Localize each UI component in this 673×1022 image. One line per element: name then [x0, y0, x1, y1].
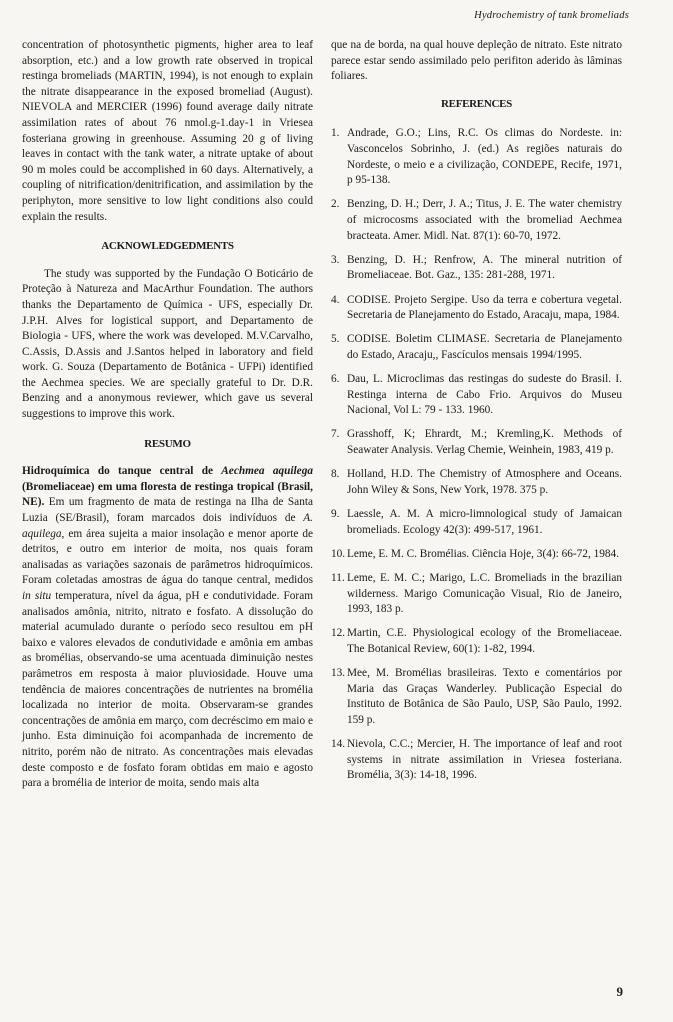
- reference-item: [331, 666, 622, 728]
- reference-text: Nievola, C.C.; Mercier, H. The importance of leaf and root systems in nitrate assimilation in Vriesea fosteriana. Bromélia, 3(3): 14-18, 1996.: [347, 738, 622, 782]
- reference-number: 12.: [331, 627, 346, 640]
- reference-item: [331, 571, 622, 618]
- acknowledgements-heading: ACKNOWLEDGEDMENTS: [101, 240, 234, 253]
- resumo-in-situ: in situ: [22, 590, 52, 602]
- reference-text: Leme, E. M. C.; Marigo, L.C. Bromeliads in the brazilian wilderness. Marigo Comunicação Visual, Rio de Janeiro, 1993, 183 p.: [347, 571, 622, 616]
- left-column: [22, 38, 313, 792]
- reference-number: 13.: [331, 667, 346, 680]
- reference-number: 9.: [331, 508, 340, 520]
- resumo-text: [22, 464, 313, 791]
- resumo-title-part: Hidroquímica do tanque central de: [22, 465, 222, 478]
- reference-item: [331, 253, 622, 284]
- reference-number: 3.: [331, 253, 340, 266]
- resumo-continuation: que na de borda, na qual houve depleção de nitrato. Este nitrato parece estar sendo assimilado pelo perifiton aderido às lâminas foliares.: [331, 39, 622, 83]
- reference-number: 6.: [331, 373, 340, 386]
- reference-number: 2.: [331, 198, 340, 211]
- reference-text: CODISE. Boletim CLIMASE. Secretaria de Planejamento do Estado, Aracaju,, Fascículos mensais 1994/1995.: [347, 333, 622, 361]
- reference-number: 5.: [331, 333, 340, 346]
- reference-number: 4.: [331, 293, 340, 306]
- reference-item: [331, 547, 622, 563]
- reference-item: [331, 372, 622, 419]
- reference-number: 14.: [331, 738, 346, 751]
- reference-item: [331, 197, 622, 244]
- resumo-body-part: Em um fragmento de mata de restinga na Ilha de Santa Luzia (SE/Brasil), foram marcados dois indivíduos de: [22, 496, 313, 525]
- reference-number: 7.: [331, 428, 340, 441]
- reference-number: 1.: [331, 127, 340, 140]
- reference-number: 8.: [331, 468, 340, 481]
- reference-text: Grasshoff, K; Ehrardt, M.; Kremling,K. Methods of Seawater Analysis. Verlag Chemie, Weinhein, 1983, 419 p.: [347, 428, 622, 457]
- reference-item: [331, 427, 622, 458]
- reference-item: [331, 293, 622, 324]
- references-list: [331, 126, 622, 784]
- reference-number: 11.: [331, 571, 345, 584]
- running-head: Hydrochemistry of tank bromeliads: [474, 10, 629, 21]
- reference-item: [331, 626, 622, 657]
- reference-text: Laessle, A. M. A micro-limnological study of Jamaican bromeliads. Ecology 42(3): 499-517, 1961.: [347, 508, 622, 536]
- resumo-heading: RESUMO: [144, 437, 191, 450]
- right-column: [331, 38, 622, 792]
- reference-item: [331, 737, 622, 784]
- reference-text: Benzing, D. H.; Derr, J. A.; Titus, J. E. The water chemistry of microcosms associated with the bromeliad Aechmea bracteata. Amer. Midl. Nat. 87(1): 60-70, 1972.: [347, 198, 622, 242]
- resumo-title-species: Aechmea aquilega: [221, 465, 313, 478]
- reference-text: Dau, L. Microclimas das restingas do sudeste do Brasil. I. Restinga interna de Cabo Frio. Arquivos do Museu Nacional, Vol L: 79 - 133. 1960.: [347, 373, 622, 417]
- body-paragraph: concentration of photosynthetic pigments, higher area to leaf absorption, etc.) and a low growth rate observed in tropical restinga bromeliads (MARTIN, 1994), is not enough to explain the nitrate disappearance in the exposed bromeliad (August). NIEVOLA and MERCIER (1996) found average daily nitrate assimilation rates of about 76 nmol.g-1.day-1 in Vriesea fosteriana growing in greenhouse. Assuming 20 g of living leaves in contact with the tank water, a nitrate uptake of about 90 m moles could be accomplished in 60 days. Alternatively, a coupling of nitrification/denitrification, and assimilation by the periphyton, more sensitive to low light conditions also could explain the results.: [22, 39, 313, 223]
- reference-text: Martin, C.E. Physiological ecology of the Bromeliaceae. The Botanical Review, 60(1): 1-82, 1994.: [347, 627, 622, 655]
- references-heading: REFERENCES: [441, 97, 512, 110]
- acknowledgements-text: The study was supported by the Fundação O Boticário de Proteção à Natureza and MacArthur Foundation. The authors thanks the Departamento de Química - UFS, especially Dr. J.P.H. Alves for logistical support, and Departamento de Biologia - UFS, where the work was developed. M.V.Carvalho, C.Assis, D.Assis and J.Santos helped in laboratory and field work. G. Souza (Departamento de Botânica - UFPi) identified the Aechmea species. We are specially grateful to Dr. D.R. Benzing and a anonymous reviewer, which gave us several suggestions to improve this work.: [22, 267, 313, 421]
- reference-text: Andrade, G.O.; Lins, R.C. Os climas do Nordeste. in: Vasconcelos Sobrinho, J. (ed.) As regiões naturais do Nordeste, o meio e a civilização, CONDEPE, Recife, 1971, p 95-138.: [347, 127, 622, 187]
- resumo-species: A. aquilega: [22, 512, 313, 540]
- reference-item: [331, 126, 622, 188]
- resumo-body-part: temperatura, nível da água, pH e condutividade. Foram analisados amônia, nitrito, nitrato e fosfato. A dissolução do material acumulado durante o período seco resultou em pH baixo e valores elevados de condutividade e amônia em ambas as bromélias, observando-se uma acentuada diminuição nestes parâmetros em resposta à maior pluviosidade. Houve uma tendência de maiores concentrações de nutrientes na bromélia localizada no interior de moita. Observaram-se grandes concentrações de amônia em março, com decréscimo em maio e junho. Esta diminuição foi acompanhada de incremento de nitrito, porém não de nitrato. As concentrações mais elevadas deste composto e de fosfato foram obtidas em maio e agosto para a bromélia de interior de moita, sendo mais alta: [22, 590, 314, 790]
- reference-item: [331, 507, 622, 538]
- reference-text: Holland, H.D. The Chemistry of Atmosphere and Oceans. John Wiley & Sons, New York, 1978. 375 p.: [347, 468, 622, 496]
- reference-text: Mee, M. Bromélias brasileiras. Texto e comentários por Maria das Graças Wanderley. Publicação Especial do Instituto de Botânica de São Paulo, USP, São Paulo, 1992. 159 p.: [347, 667, 622, 726]
- resumo-body-part: , em área sujeita a maior insolação e menor aporte de detritos, e outro em interior de moita, nos quais foram analisadas as variações sazonais de parâmetros hidroquímicos. Foram coletadas amostras de água do tanque central, medidos: [22, 527, 313, 587]
- resumo-title-part: (Bromeliaceae) em uma floresta de restinga tropical (Brasil, NE).: [22, 480, 313, 509]
- reference-item: [331, 332, 622, 363]
- reference-number: 10.: [331, 547, 346, 560]
- reference-text: Benzing, D. H.; Renfrow, A. The mineral nutrition of Bromeliaceae. Bot. Gaz., 135: 281-288, 1971.: [347, 253, 622, 282]
- reference-item: [331, 467, 622, 498]
- page-number: 9: [616, 984, 623, 999]
- reference-text: CODISE. Projeto Sergipe. Uso da terra e cobertura vegetal. Secretaria de Planejamento do Estado, Aracaju, mapa, 1984.: [347, 293, 622, 322]
- reference-text: Leme, E. M. C. Bromélias. Ciência Hoje, 3(4): 66-72, 1984.: [347, 547, 620, 560]
